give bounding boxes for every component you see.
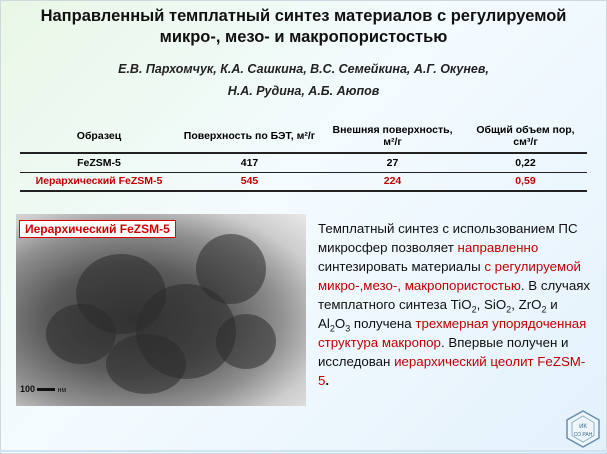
col-header-sample: Образец	[20, 119, 178, 153]
desc-highlight: трехмерная упорядоченная структура макропор	[318, 316, 587, 350]
slide-title	[10, 6, 597, 48]
desc-subscript: 2	[471, 304, 477, 315]
scale-bar-value: 100	[20, 384, 36, 394]
desc-text: . Впервые получен и исследован	[318, 335, 569, 369]
table-row	[20, 153, 587, 172]
institute-logo-icon	[566, 410, 600, 448]
table-header-row	[20, 119, 587, 153]
scale-bar	[20, 384, 66, 394]
scale-bar-line	[37, 388, 55, 391]
desc-subscript: 2	[329, 323, 335, 334]
image-caption-label: Иерархический FeZSM-5	[19, 220, 176, 238]
table-cell: Иерархический FeZSM-5	[20, 172, 178, 191]
desc-highlight: направленно	[457, 240, 539, 255]
logo-text-bottom: СО РАН	[573, 432, 593, 438]
desc-subscript: 2	[541, 304, 547, 315]
desc-subscript: 3	[345, 323, 351, 334]
col-header-external: Внешняя поверхность, м²/г	[321, 119, 464, 153]
table-cell: 545	[178, 172, 321, 191]
scale-bar-unit: нм	[57, 387, 67, 394]
description-text	[318, 219, 593, 390]
desc-text: получена	[350, 316, 416, 331]
tem-micrograph-image	[16, 214, 306, 406]
title-line-1: Направленный темплатный синтез материалов с регулируемой	[40, 7, 567, 25]
authors-line-2: Н.А. Рудина, А.Б. Аюпов	[227, 84, 380, 98]
col-header-volume: Общий объем пор, см³/г	[464, 119, 587, 153]
desc-text: , ZrO	[511, 297, 542, 312]
authors-line-1: Е.В. Пархомчук, К.А. Сашкина, В.С. Семейкина, А.Г. Окунев,	[118, 62, 489, 76]
properties-table	[20, 119, 587, 192]
desc-text: синтезировать материалы	[318, 259, 485, 274]
desc-highlight: с регулируемой микро-,мезо-, макропористостью	[318, 259, 581, 293]
table-cell: FeZSM-5	[20, 153, 178, 172]
table-cell: 417	[178, 153, 321, 172]
table-row	[20, 172, 587, 191]
title-line-2: микро-, мезо- и макропористостью	[159, 28, 448, 46]
desc-highlight: иерархический цеолит FeZSM-5	[318, 354, 586, 388]
desc-text: и Al	[318, 297, 558, 331]
table-cell: 224	[321, 172, 464, 191]
logo-text-top: ИК	[579, 424, 587, 430]
table-cell: 27	[321, 153, 464, 172]
table-cell: 0,59	[464, 172, 587, 191]
desc-text: , SiO	[476, 297, 507, 312]
desc-text: Темплатный синтез с использованием ПС микросфер позволяет	[318, 221, 578, 255]
footer-divider	[0, 450, 607, 452]
table-cell: 0,22	[464, 153, 587, 172]
desc-subscript: 2	[506, 304, 512, 315]
desc-text: O	[334, 316, 346, 331]
desc-text: . В случаях темплатного синтеза TiO	[318, 278, 591, 312]
col-header-bet: Поверхность по БЭТ, м²/г	[178, 119, 321, 153]
desc-text: .	[325, 373, 330, 388]
